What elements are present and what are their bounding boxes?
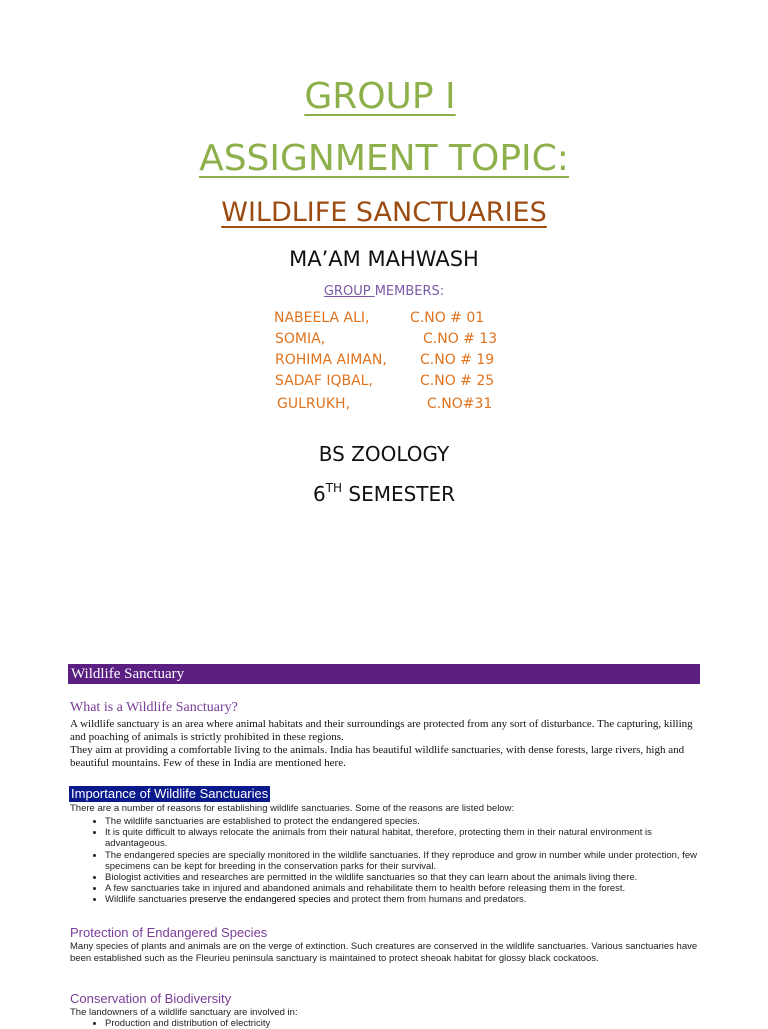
importance-list <box>70 816 700 906</box>
list-item: • The endangered species are specially monitored in the wildlife sanctuaries. If they reproduce and grow in number while under protection, few specimens can be kept for breeding in the conservation parks for their survival. <box>105 850 700 872</box>
member-name: GULRUKH, <box>277 396 351 412</box>
group-members-heading: GROUP MEMBERS: <box>323 284 445 299</box>
assignment-topic-label: ASSIGNMENT TOPIC: <box>199 138 569 179</box>
what-paragraph-2: They aim at providing a comfortable living to the animals. India has beautiful wildlife sanctuaries, with dense forests, large rivers, high and beautiful mountains. Few of these in India are mentioned here. <box>70 744 685 769</box>
protection-heading: Protection of Endangered Species <box>70 925 268 940</box>
list-item: • The wildlife sanctuaries are established to protect the endangered species. <box>105 816 700 827</box>
list-item: • Biologist activities and researches are permitted in the wildlife sanctuaries so that they can learn about the animals living there. <box>105 872 700 883</box>
member-name: ROHIMA AIMAN, <box>275 352 387 368</box>
group-title: GROUP I <box>304 76 456 117</box>
member-cno: C.NO # 01 <box>410 310 485 326</box>
what-paragraph-1: A wildlife sanctuary is an area where animal habitats and their surroundings are protected from any sort of disturbance. The capturing, killing and poaching of animals is strictly prohibited in these regions. <box>70 718 693 743</box>
semester: 6TH SEMESTER <box>312 481 456 506</box>
teacher-name: MA’AM MAHWASH <box>289 247 479 271</box>
topic-title: WILDLIFE SANCTUARIES <box>221 197 547 228</box>
member-cno: C.NO # 19 <box>420 352 495 368</box>
member-name: NABEELA ALI, <box>274 310 370 326</box>
member-cno: C.NO # 25 <box>420 373 495 389</box>
conservation-heading: Conservation of Biodiversity <box>70 991 232 1006</box>
member-cno: C.NO # 13 <box>423 331 498 347</box>
protection-paragraph: Many species of plants and animals are on the verge of extinction. Such creatures are conserved in the wildlife sanctuaries. Various sanctuaries have been established such as the Fleurieu peninsula sanctuary is maintained to protect sheoak habitat for glossy black cockatoos. <box>70 941 698 964</box>
member-name: SADAF IQBAL, <box>275 373 373 389</box>
list-item: • It is quite difficult to always relocate the animals from their natural habitat, therefore, protecting them in their natural environment is advantageous. <box>105 827 700 849</box>
list-item: • Wildlife sanctuaries preserve the endangered species and protect them from humans and predators. <box>105 894 700 905</box>
list-item: • Production and distribution of electricity <box>105 1018 700 1029</box>
importance-intro: There are a number of reasons for establishing wildlife sanctuaries. Some of the reasons are listed below: <box>70 803 515 814</box>
importance-heading: Importance of Wildlife Sanctuaries <box>71 786 269 801</box>
member-cno: C.NO#31 <box>427 396 493 412</box>
section-banner: Wildlife Sanctuary <box>68 664 700 684</box>
member-name: SOMIA, <box>275 331 326 347</box>
conservation-paragraph: The landowners of a wildlife sanctuary are involved in: <box>70 1007 298 1018</box>
what-heading: What is a Wildlife Sanctuary? <box>70 700 238 715</box>
program-name: BS ZOOLOGY <box>318 442 450 466</box>
list-item: • A few sanctuaries take in injured and abandoned animals and rehabilitate them to health before releasing them in the forest. <box>105 883 700 894</box>
